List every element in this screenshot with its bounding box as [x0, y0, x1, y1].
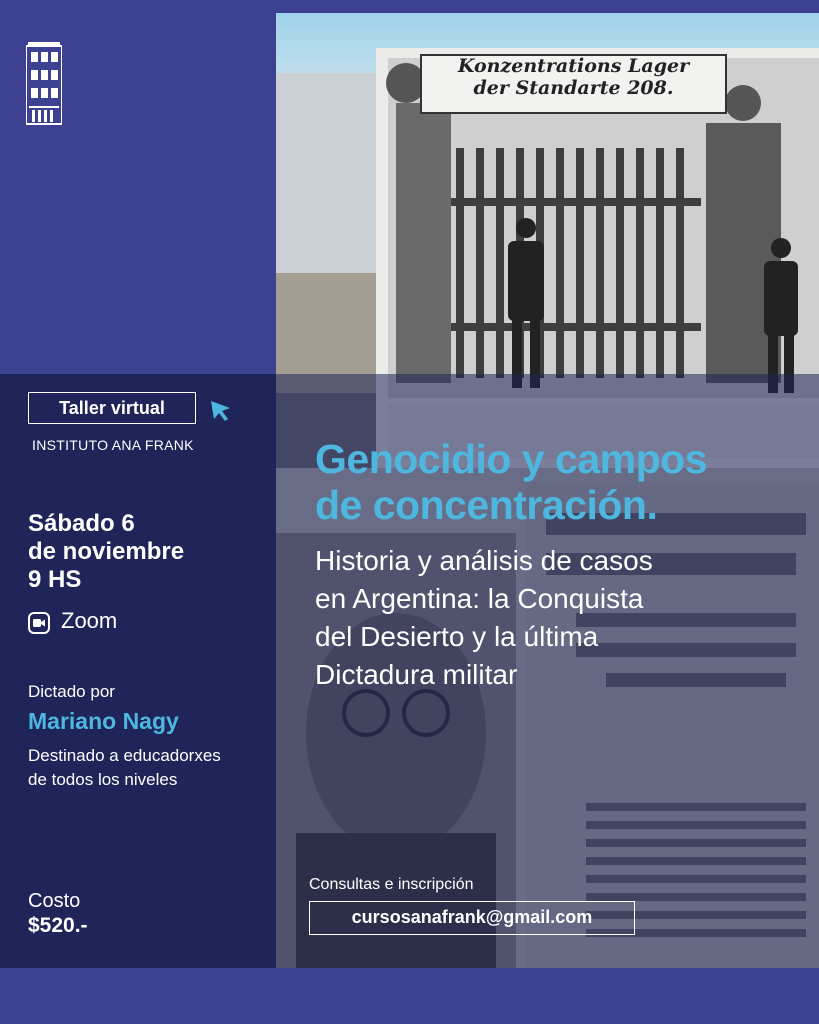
- left-info-panel: [0, 374, 276, 968]
- headline-subtitle: [315, 542, 805, 694]
- date-line-1: Sábado 6: [28, 510, 135, 537]
- frame-bottom: [0, 968, 819, 1024]
- contact-email[interactable]: cursosanafrank@gmail.com: [309, 901, 635, 935]
- platform-label: Zoom: [61, 608, 118, 633]
- subtitle-line-3: del Desierto y la última: [315, 621, 599, 652]
- subtitle-line-4: Dictadura militar: [315, 659, 518, 690]
- cost-value: $520.-: [28, 914, 88, 937]
- cost-label: Costo: [28, 890, 81, 912]
- organization-name: INSTITUTO ANA FRANK: [32, 437, 194, 453]
- headline-title: [315, 436, 815, 528]
- speaker-name: Mariano Nagy: [28, 708, 179, 734]
- date-line-2: de noviembre: [28, 538, 185, 565]
- sign-line-2: der Standarte 208.: [473, 77, 674, 99]
- frame-top: [0, 0, 819, 13]
- title-line-1: Genocidio y campos: [315, 436, 707, 482]
- subtitle-line-2: en Argentina: la Conquista: [315, 583, 644, 614]
- audience-line-1: Destinado a educadorxes: [28, 746, 221, 765]
- sign-line-1: Konzentrations Lager: [457, 55, 690, 77]
- video-camera-icon: [28, 612, 50, 634]
- cursor-arrow-icon: [210, 400, 232, 422]
- building-icon: [26, 40, 62, 126]
- workshop-badge: Taller virtual: [28, 392, 196, 424]
- title-line-2: de concentración.: [315, 482, 658, 528]
- event-date: [28, 510, 184, 594]
- event-time: 9 HS: [28, 566, 82, 593]
- audience-text: [28, 744, 221, 792]
- photo-sign-text: [421, 55, 726, 99]
- speaker-label: Dictado por: [28, 682, 115, 701]
- subtitle-line-1: Historia y análisis de casos: [315, 545, 653, 576]
- audience-line-2: de todos los niveles: [28, 770, 178, 789]
- contact-label: Consultas e inscripción: [309, 876, 474, 893]
